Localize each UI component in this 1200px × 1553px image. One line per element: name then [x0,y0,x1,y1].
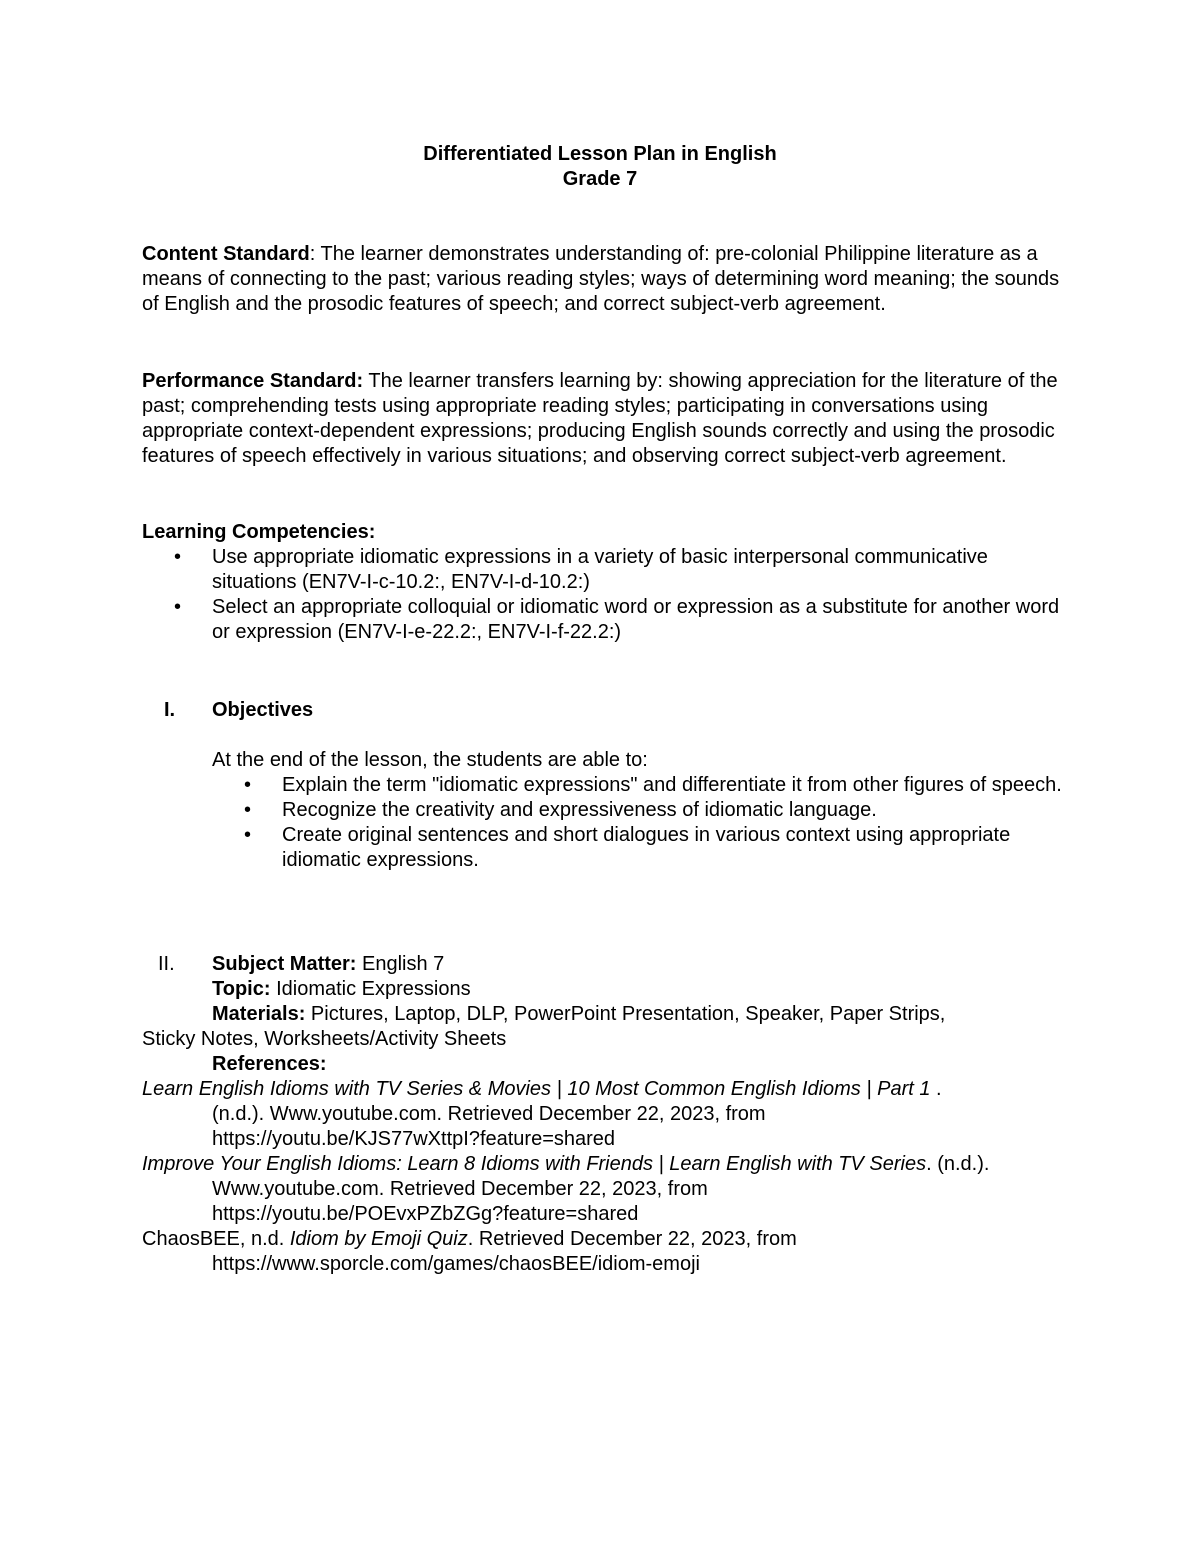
reference-entry [142,1227,1062,1252]
competency-text: Use appropriate idiomatic expressions in a variety of basic interpersonal communicative situations (EN7V-I-c-10.2:, EN7V-I-d-10.2:) [212,546,988,593]
topic-label: Topic: [212,978,271,1000]
list-item [142,595,1062,645]
objectives-numeral: I. [164,699,176,721]
reference-line: (n.d.). Www.youtube.com. Retrieved December 22, 2023, from [212,1103,766,1125]
reference-url: https://www.sporcle.com/games/chaosBEE/idiom-emoji [212,1253,700,1275]
topic-row [142,977,1062,1002]
references-heading: References: [212,1053,327,1075]
bullet-icon: • [244,824,252,846]
reference-line: Www.youtube.com. Retrieved December 22, 2023, from [212,1178,708,1200]
objective-text: Recognize the creativity and expressiveness of idiomatic language. [282,799,877,821]
reference-rest: . Retrieved December 22, 2023, from [467,1228,797,1250]
list-item [212,823,1062,873]
objectives-body [142,748,1062,873]
competency-list [142,545,1062,645]
document-title: Differentiated Lesson Plan in English [423,143,777,165]
competency-text: Select an appropriate colloquial or idiomatic word or expression as a substitute for another word or expression (EN7V-I-e-22.2:, EN7V-I-f-22.2:) [212,596,1060,643]
subject-label: Subject Matter: [212,953,357,975]
learning-competencies-heading: Learning Competencies: [142,521,376,543]
objectives-list [142,773,1062,873]
topic-value: Idiomatic Expressions [270,978,471,1000]
reference-author: ChaosBEE, n.d. [142,1228,290,1250]
content-standard-text: : The learner demonstrates understanding of: pre-colonial Philippine literature as a means of connecting to the past; various reading styles; ways of determining word meaning; the sounds of English and the prosodic features of speech; and correct subject-verb agreement. [142,243,1060,315]
reference-title: Improve Your English Idioms: Learn 8 Idioms with Friends | Learn English with TV Series [142,1153,927,1175]
list-item [212,773,1062,798]
performance-standard [142,369,1062,469]
objectives-section [142,698,1062,723]
materials-continued: Sticky Notes, Worksheets/Activity Sheets [142,1028,507,1050]
subject-numeral: II. [158,953,175,975]
reference-title: Idiom by Emoji Quiz [289,1228,468,1250]
bullet-icon: • [174,596,182,618]
bullet-icon: • [244,774,252,796]
list-item [142,545,1062,595]
reference-entry [142,1077,1062,1102]
objectives-intro: At the end of the lesson, the students are able to: [212,749,648,771]
content-standard [142,242,1062,317]
reference-entry [142,1152,1062,1177]
materials-row [142,1002,1062,1027]
subject-row [142,952,1062,977]
content-standard-label: Content Standard [142,243,310,265]
objectives-heading-row [142,698,1062,723]
list-item [212,798,1062,823]
performance-standard-label: Performance Standard: [142,370,364,392]
materials-value: Pictures, Laptop, DLP, PowerPoint Presentation, Speaker, Paper Strips, [305,1003,946,1025]
bullet-icon: • [174,546,182,568]
learning-competencies [142,520,1062,645]
document-subtitle: Grade 7 [562,168,638,190]
objective-text: Explain the term "idiomatic expressions" and differentiate it from other figures of speech. [282,774,1062,796]
bullet-icon: • [244,799,252,821]
objectives-heading: Objectives [212,699,314,721]
reference-url: https://youtu.be/POEvxPZbZGg?feature=shared [212,1203,639,1225]
reference-url: https://youtu.be/KJS77wXttpI?feature=shared [212,1128,616,1150]
objective-text: Create original sentences and short dialogues in various context using appropriate idiomatic expressions. [282,824,1011,871]
subject-matter-section [142,952,1062,1277]
performance-standard-text: The learner transfers learning by: showing appreciation for the literature of the past; comprehending tests using appropriate reading styles; participating in conversations using appropriate context-dependent expressions; producing English sounds correctly and using the prosodic features of speech effectively in various situations; and observing correct subject-verb agreement. [142,370,1058,467]
subject-value: English 7 [356,953,445,975]
materials-label: Materials: [212,1003,306,1025]
reference-rest: . [930,1078,942,1100]
reference-rest: . (n.d.). [926,1153,990,1175]
reference-title: Learn English Idioms with TV Series & Movies | 10 Most Common English Idioms | Part 1 [142,1078,931,1100]
